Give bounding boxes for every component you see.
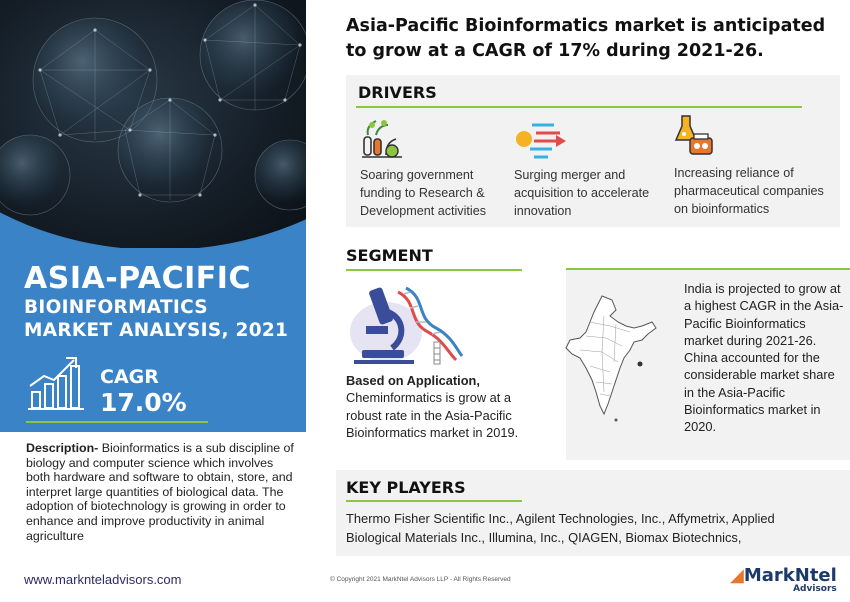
copyright-text: © Copyright 2021 MarkNtel Advisors LLP - All Rights Reserved bbox=[330, 576, 511, 583]
region-segment-text: India is projected to grow at a highest CAGR in the Asia-Pacific Bioinformatics market during 2021-26. China accounted for the considerable market share in the Asia-Pacific Bioinformatics market in 2020. bbox=[684, 281, 844, 435]
headline: Asia-Pacific Bioinformatics market is anticipated to grow at a CAGR of 17% during 2021-26. bbox=[346, 16, 826, 61]
india-map-icon bbox=[560, 292, 660, 422]
logo-mark-icon: ◢ bbox=[730, 565, 744, 586]
left-panel bbox=[0, 0, 306, 556]
application-detail: Cheminformatics is grow at a robust rate in the Asia-Pacific Bioinformatics market in 2019. bbox=[346, 390, 519, 440]
application-segment-text bbox=[346, 372, 546, 441]
cagr-label: CAGR bbox=[100, 366, 159, 388]
logo-sub-text: Advisors bbox=[793, 584, 837, 594]
microscope-dna-icon bbox=[348, 282, 468, 366]
website-link[interactable]: www.marknteladvisors.com bbox=[24, 572, 182, 587]
segment-box-topline bbox=[566, 268, 850, 270]
drivers-title: DRIVERS bbox=[358, 83, 437, 102]
report-title bbox=[24, 262, 299, 342]
cagr-value: 17.0% bbox=[100, 388, 187, 417]
molecule-spheres-image bbox=[0, 0, 306, 248]
segment-title: SEGMENT bbox=[346, 246, 433, 265]
logo-name: MarkNtel bbox=[743, 565, 837, 586]
cagr-divider bbox=[26, 421, 208, 423]
description-label: Description- bbox=[26, 441, 99, 455]
description-box bbox=[0, 432, 306, 556]
application-label: Based on Application, bbox=[346, 373, 480, 388]
plant-lab-icon bbox=[360, 117, 404, 161]
description-text: Bioinformatics is a sub discipline of biology and computer science which involves both hardware and software to obtain, store, and interpret large quantities of biological data. The adoption of biotechnology is growing in order to enhance and improve productivity in animal agriculture bbox=[26, 441, 294, 543]
driver-text-1: Soaring government funding to Research & Development activities bbox=[360, 168, 486, 218]
merger-arrow-icon bbox=[512, 117, 568, 161]
segment-underline bbox=[346, 269, 522, 271]
company-logo bbox=[730, 565, 837, 594]
pharma-flask-icon bbox=[672, 112, 716, 156]
key-players-text: Thermo Fisher Scientific Inc., Agilent Technologies, Inc., Affymetrix, Applied Biological Materials Inc., Illumina, Inc., QIAGEN, Biomax Biotechnics, bbox=[346, 511, 775, 545]
drivers-underline bbox=[356, 106, 802, 108]
driver-text-3: Increasing reliance of pharmaceutical companies on bioinformatics bbox=[674, 166, 824, 216]
hero-image bbox=[0, 0, 306, 248]
logo-main-text bbox=[730, 565, 837, 586]
key-players-underline bbox=[346, 500, 522, 502]
title-line-3: MARKET ANALYSIS, 2021 bbox=[24, 320, 289, 341]
driver-text-2: Surging merger and acquisition to accelerate innovation bbox=[514, 168, 650, 218]
growth-chart-icon bbox=[26, 352, 86, 412]
title-line-2: BIOINFORMATICS bbox=[24, 297, 208, 318]
title-line-1: ASIA-PACIFIC bbox=[24, 261, 251, 296]
key-players-title: KEY PLAYERS bbox=[346, 478, 466, 497]
